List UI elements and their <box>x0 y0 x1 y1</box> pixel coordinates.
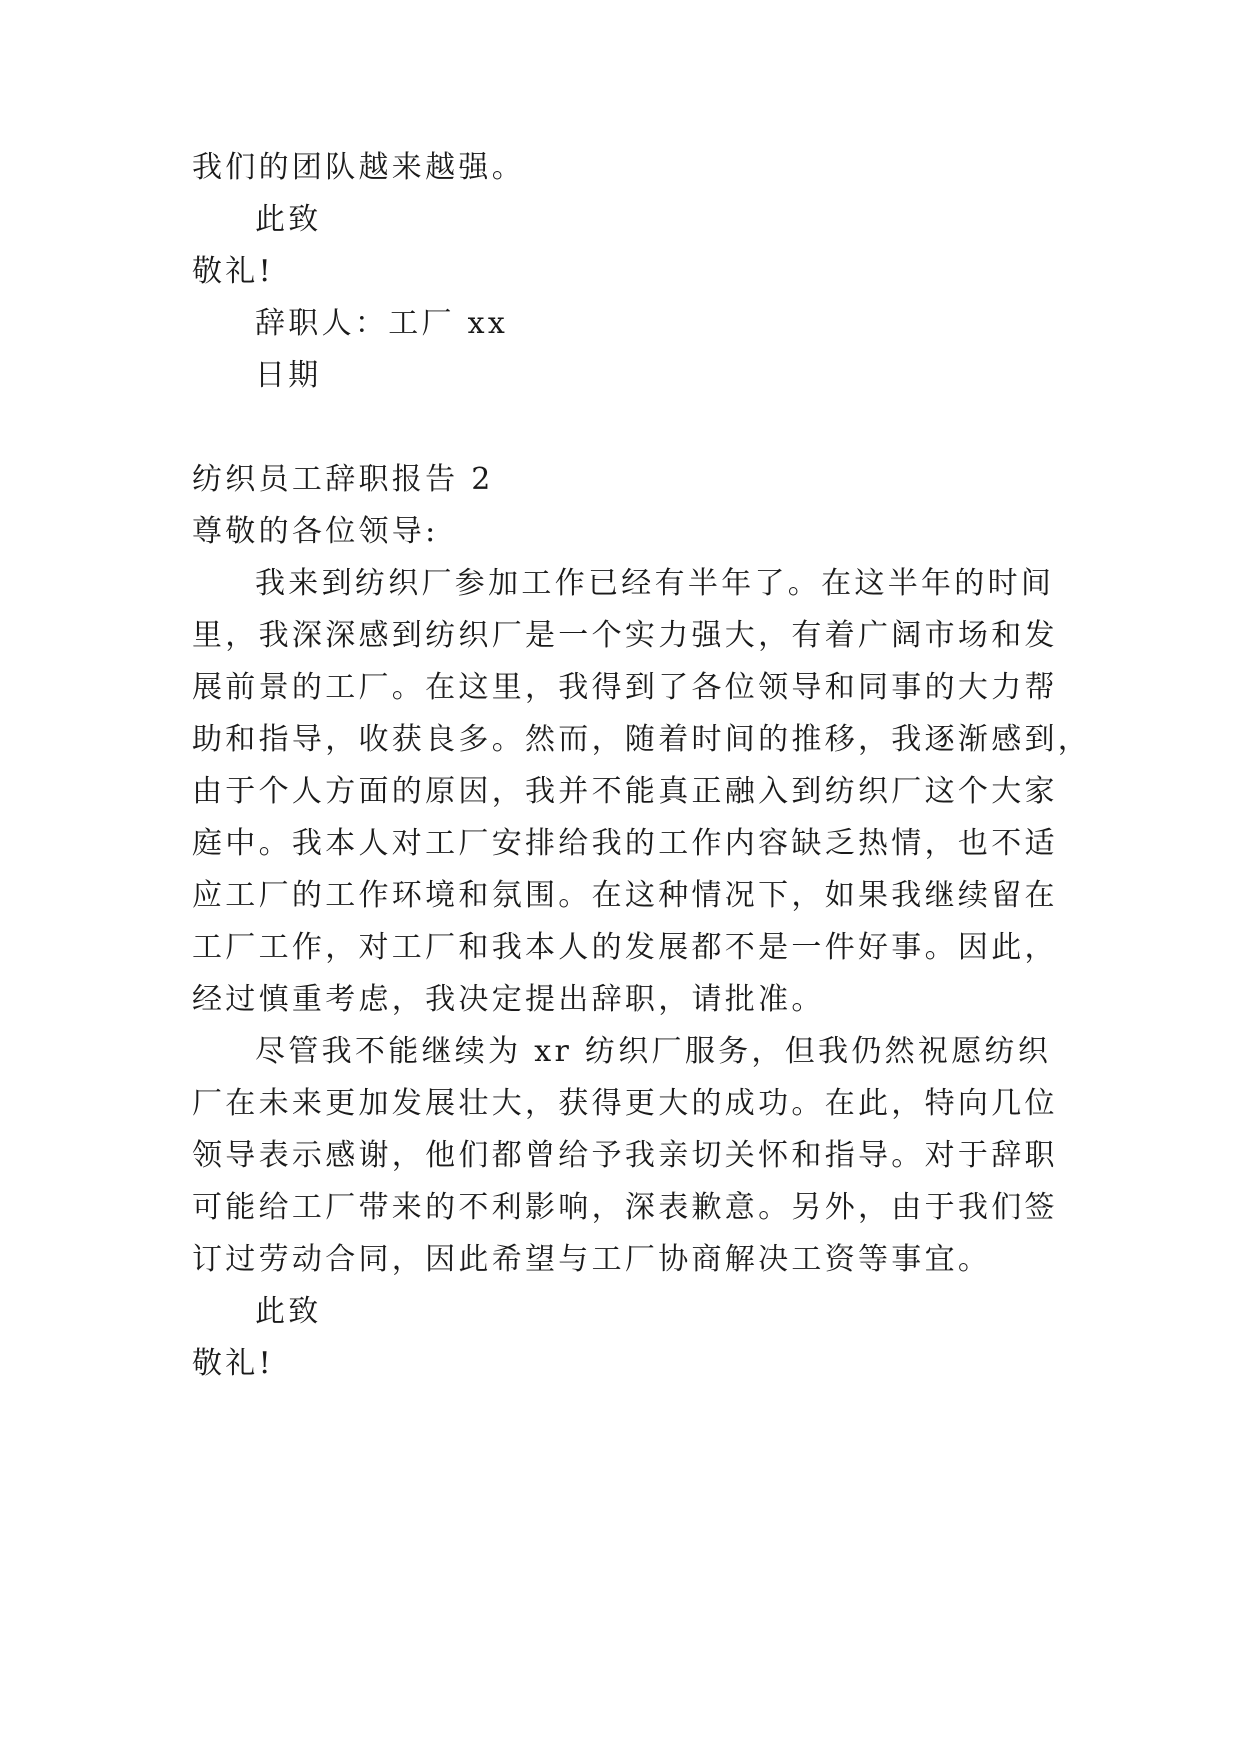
salutation-close-2: 此致 <box>255 1294 322 1329</box>
paragraph-1-line: 庭中。我本人对工厂安排给我的工作内容缺乏热情，也不适 <box>192 826 1058 861</box>
continuation-line: 我们的团队越来越强。 <box>192 150 525 185</box>
paragraph-1-line: 应工厂的工作环境和氛围。在这种情况下，如果我继续留在 <box>192 878 1058 913</box>
paragraph-1-line: 助和指导，收获良多。然而，随着时间的推移，我逐渐感到， <box>192 722 1092 757</box>
greeting-line: 尊敬的各位领导: <box>192 514 439 549</box>
paragraph-1-line: 由于个人方面的原因，我并不能真正融入到纺织厂这个大家 <box>192 774 1058 809</box>
paragraph-2-line: 厂在未来更加发展壮大，获得更大的成功。在此，特向几位 <box>192 1086 1058 1121</box>
paragraph-1-line: 展前景的工厂。在这里，我得到了各位领导和同事的大力帮 <box>192 670 1058 705</box>
paragraph-1-line: 经过慎重考虑，我决定提出辞职，请批准。 <box>192 982 825 1017</box>
date-line: 日期 <box>255 358 322 393</box>
paragraph-1-line: 工厂工作，对工厂和我本人的发展都不是一件好事。因此， <box>192 930 1058 965</box>
salutation-close: 此致 <box>255 202 322 237</box>
paragraph-1-line: 里，我深深感到纺织厂是一个实力强大，有着广阔市场和发 <box>192 618 1058 653</box>
signer-line: 辞职人：工厂 xx <box>255 306 509 341</box>
paragraph-2-line: 尽管我不能继续为 xr 纺织厂服务，但我仍然祝愿纺织 <box>255 1034 1052 1069</box>
report-title: 纺织员工辞职报告 2 <box>192 462 494 497</box>
paragraph-2-line: 订过劳动合同，因此希望与工厂协商解决工资等事宜。 <box>192 1242 992 1277</box>
paragraph-2-line: 可能给工厂带来的不利影响，深表歉意。另外，由于我们签 <box>192 1190 1058 1225</box>
paragraph-2-line: 领导表示感谢，他们都曾给予我亲切关怀和指导。对于辞职 <box>192 1138 1058 1173</box>
regards-line: 敬礼! <box>192 254 274 289</box>
paragraph-1-line: 我来到纺织厂参加工作已经有半年了。在这半年的时间 <box>255 566 1055 601</box>
regards-line-2: 敬礼! <box>192 1346 274 1381</box>
